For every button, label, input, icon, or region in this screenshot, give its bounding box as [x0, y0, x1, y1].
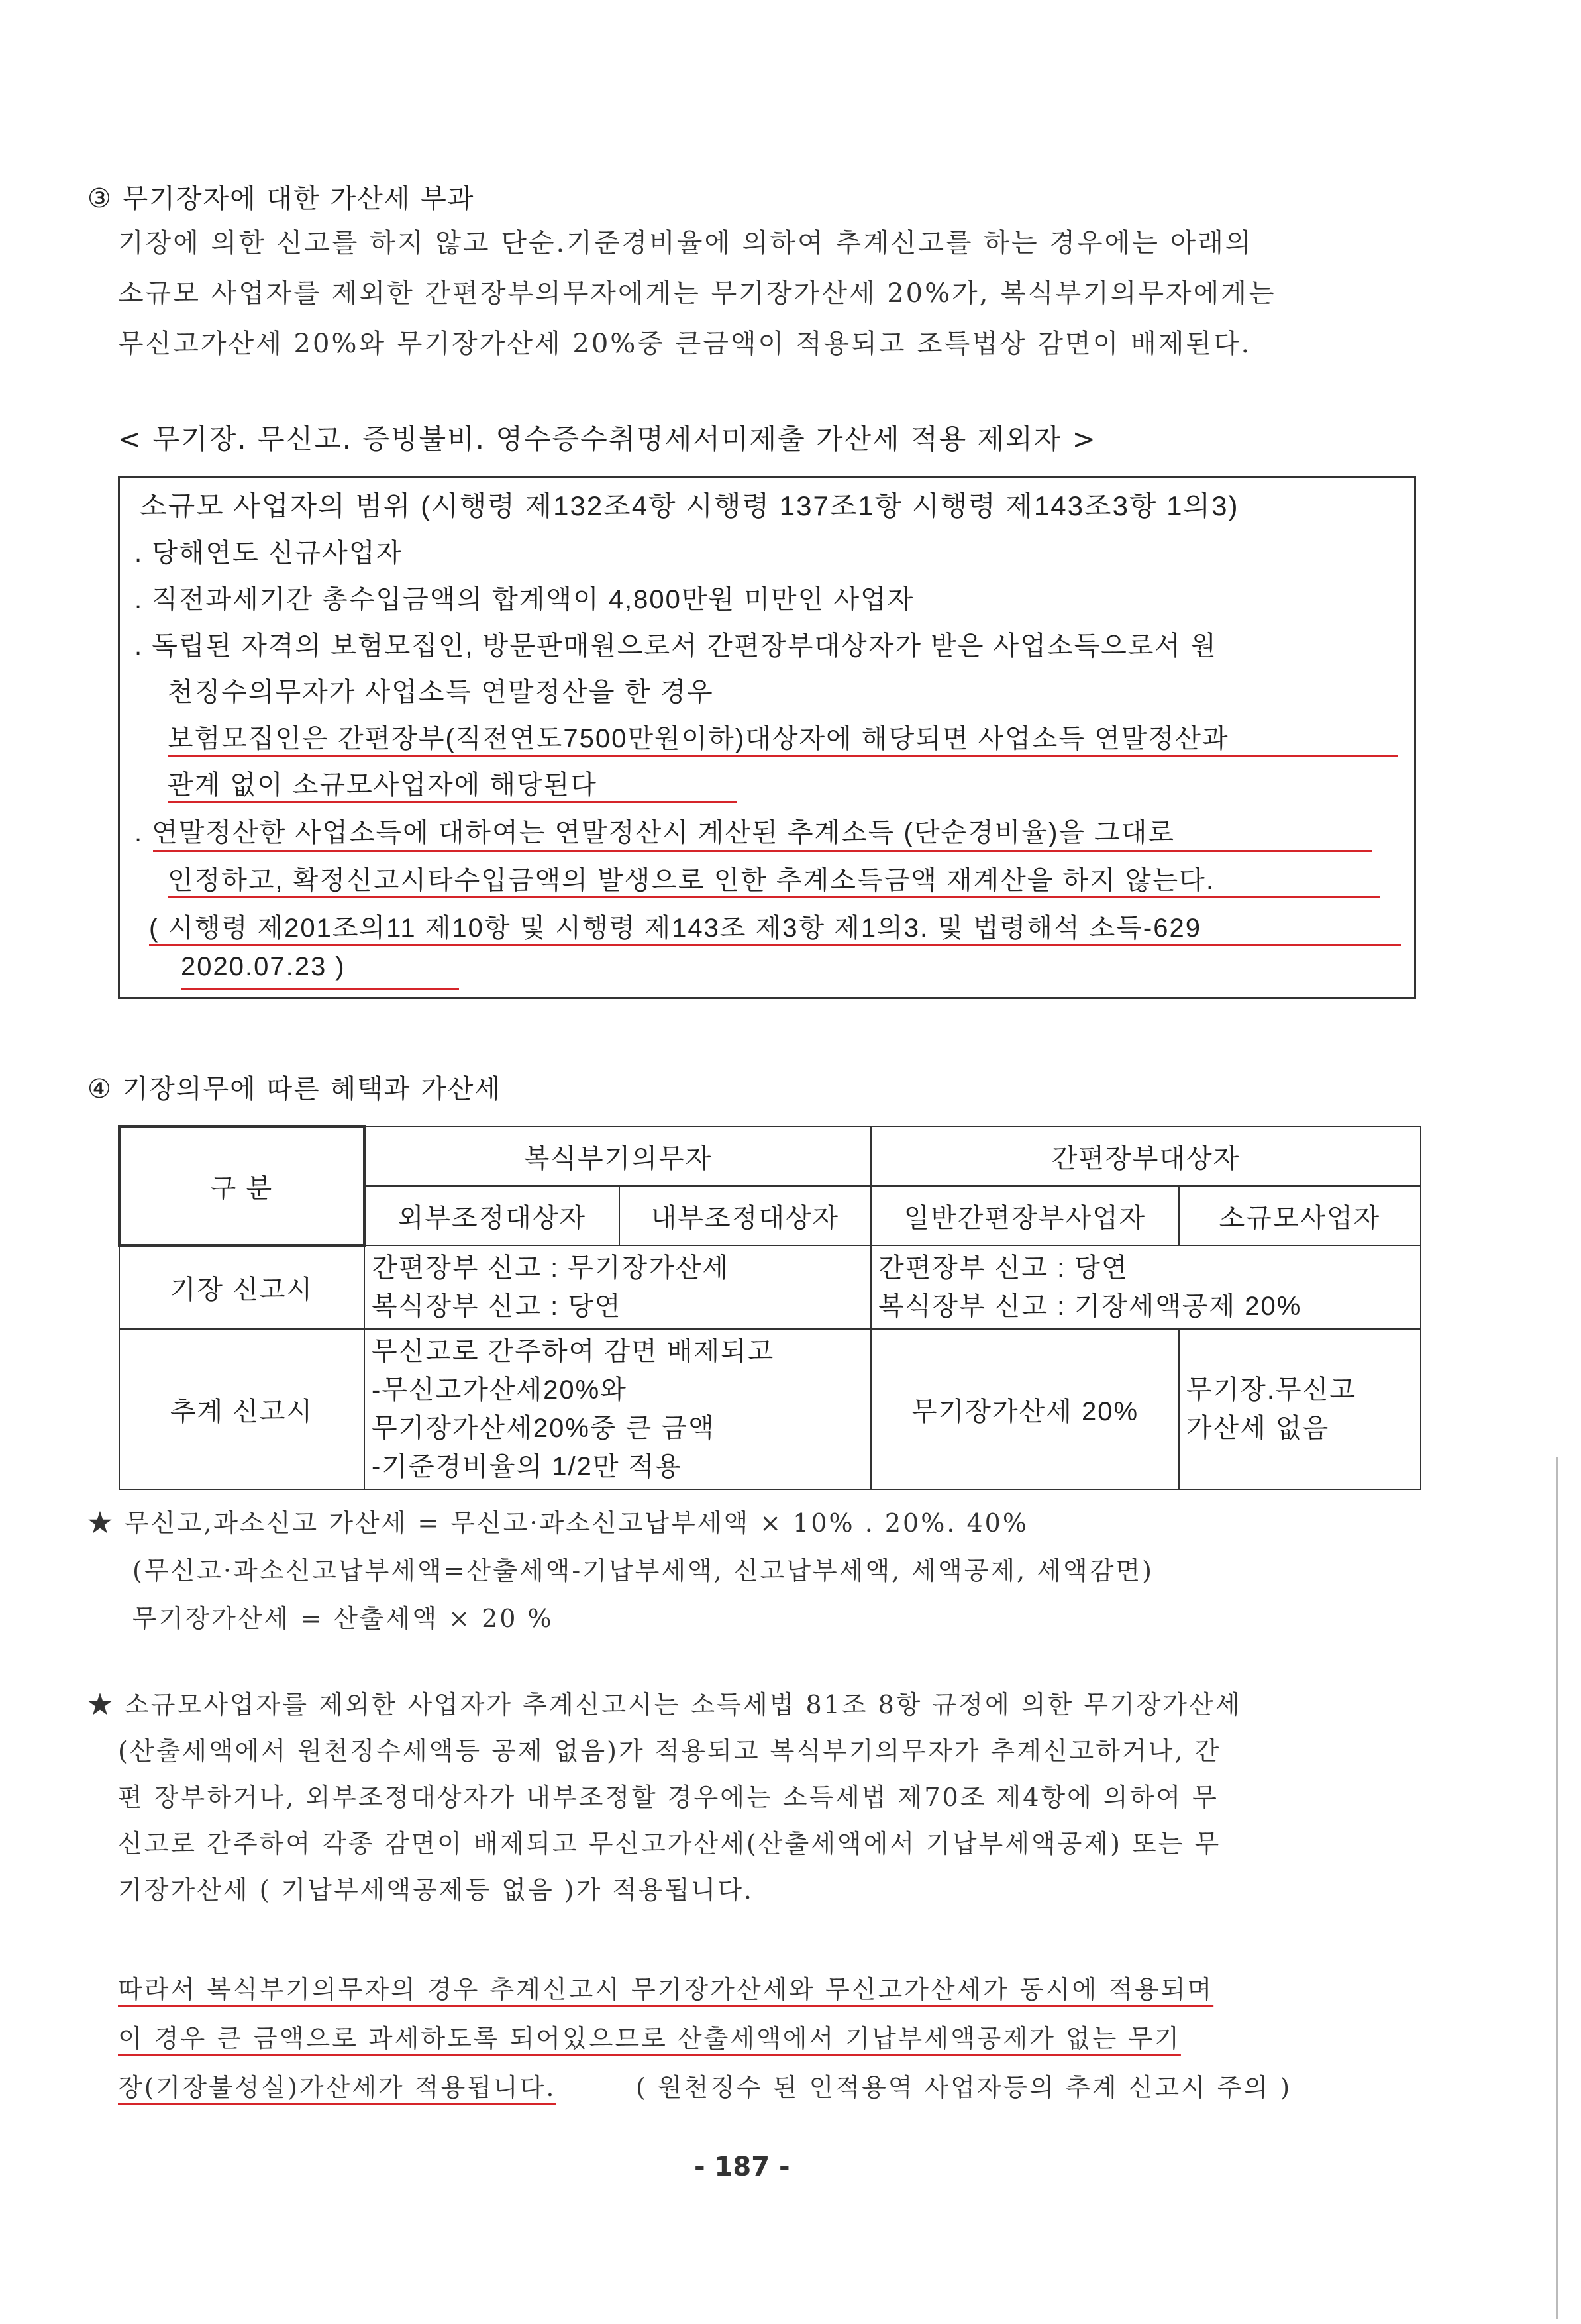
- header-internal-adjust: 내부조정대상자: [619, 1186, 871, 1245]
- exclusion-title: < 무기장. 무신고. 증빙불비. 영수증수취명세서미제출 가산세 적용 제외자 >: [118, 423, 1097, 455]
- red-underline: [181, 988, 459, 990]
- header-simple-book: 간편장부대상자: [871, 1126, 1421, 1186]
- red-underline: [153, 850, 1372, 852]
- table-text: 간편장부 신고 : 당연: [878, 1253, 1129, 1283]
- box-line-4: 천징수의무자가 사업소득 연말정산을 한 경우: [168, 678, 714, 707]
- table-text: -기준경비율의 1/2만 적용: [372, 1452, 682, 1481]
- box-heading: 소규모 사업자의 범위 (시행령 제132조4항 시행령 137조1항 시행령 제143조3항 1의3): [140, 490, 1239, 521]
- note1-line-3: 무기장가산세 = 산출세액 × 20 %: [132, 1604, 554, 1633]
- header-external-adjust: 외부조정대상자: [364, 1186, 619, 1245]
- row-estimate-general: 무기장가산세 20%: [871, 1329, 1179, 1489]
- page-number: - 187 -: [694, 2152, 790, 2182]
- red-underline: [168, 801, 737, 803]
- red-underline: [149, 944, 1401, 946]
- row-bookkeeping-simple: [871, 1245, 1421, 1329]
- box-line-3: . 독립된 자격의 보험모집인, 방문판매원으로서 간편장부대상자가 받은 사업소득으로서 원: [134, 631, 1217, 660]
- table-text: 간편장부 신고 : 무기장가산세: [372, 1253, 730, 1283]
- table-text: 무기장가산세20%중 큰 금액: [372, 1414, 715, 1443]
- note2-line-1: ★ 소규모사업자를 제외한 사업자가 추계신고시는 소득세법 81조 8항 규정에 의한 무기장가산세: [87, 1690, 1242, 1719]
- header-small-business: 소규모사업자: [1179, 1186, 1421, 1245]
- exclusion-box: [118, 476, 1416, 999]
- box-line-2: . 직전과세기간 총수입금액의 합계액이 4,800만원 미만인 사업자: [134, 585, 915, 614]
- box-line-6: 관계 없이 소규모사업자에 해당된다: [168, 770, 597, 800]
- note2-line-3: 편 장부하거나, 외부조정대상자가 내부조정할 경우에는 소득세법 제70조 제4항에 의하여 무: [118, 1783, 1219, 1812]
- header-double-entry: 복식부기의무자: [364, 1126, 871, 1186]
- table-text: 무신고로 간주하여 감면 배제되고: [372, 1337, 775, 1366]
- table-text: 무기장.무신고: [1186, 1375, 1356, 1404]
- row-estimate-double: [364, 1329, 871, 1489]
- conclusion-line-1: 따라서 복식부기의무자의 경우 추계신고시 무기장가산세와 무신고가산세가 동시에 적용되며: [118, 1975, 1214, 2004]
- conclusion-line-3: 장(기장불성실)가산세가 적용됩니다.: [118, 2073, 556, 2102]
- box-line-1: . 당해연도 신규사업자: [134, 539, 403, 568]
- row-bookkeeping-label: 기장 신고시: [119, 1245, 364, 1329]
- box-line-7: . 연말정산한 사업소득에 대하여는 연말정산시 계산된 추계소득 (단순경비율)을 그대로: [134, 818, 1176, 847]
- note1-line-2: (무신고·과소신고납부세액=산출세액-기납부세액, 신고납부세액, 세액공제, 세액감면): [132, 1556, 1154, 1585]
- note2-line-2: (산출세액에서 원천징수세액등 공제 없음)가 적용되고 복식부기의무자가 추계신고하거나, 간: [118, 1736, 1221, 1766]
- conclusion-line-2: 이 경우 큰 금액으로 과세하도록 되어있으므로 산출세액에서 기납부세액공제가 없는 무기: [118, 2024, 1181, 2053]
- table-text: 가산세 없음: [1186, 1414, 1330, 1443]
- box-line-5: 보험모집인은 간편장부(직전연도7500만원이하)대상자에 해당되면 사업소득 연말정산과: [168, 724, 1229, 753]
- table-text: 복식장부 신고 : 기장세액공제 20%: [878, 1292, 1302, 1321]
- table-corner-header: 구 분: [119, 1126, 364, 1245]
- section3-line-2: 소규모 사업자를 제외한 간편장부의무자에게는 무기장가산세 20%가, 복식부기의무자에게는: [118, 278, 1276, 309]
- red-underline: [168, 755, 1398, 757]
- red-underline: [168, 896, 1380, 898]
- box-line-8: 인정하고, 확정신고시타수입금액의 발생으로 인한 추계소득금액 재계산을 하지 않는다.: [168, 866, 1215, 895]
- note1-line-1: ★ 무신고,과소신고 가산세 = 무신고·과소신고납부세액 × 10% . 20%. 40%: [87, 1508, 1029, 1538]
- section4-heading: ④ 기장의무에 따른 혜택과 가산세: [87, 1074, 502, 1104]
- box-line-10: 2020.07.23 ): [181, 952, 346, 981]
- scan-edge-line: [1556, 1457, 1558, 2319]
- box-line-9: ( 시행령 제201조의11 제10항 및 시행령 제143조 제3항 제1의3. 및 법령해석 소득-629: [149, 914, 1201, 943]
- table-text: -무신고가산세20%와: [372, 1375, 627, 1404]
- benefit-penalty-table: [118, 1125, 1421, 1490]
- section3-line-3: 무신고가산세 20%와 무기장가산세 20%중 큰금액이 적용되고 조특법상 감면이 배제된다.: [118, 329, 1252, 359]
- note2-line-5: 기장가산세 ( 기납부세액공제등 없음 )가 적용됩니다.: [118, 1875, 754, 1905]
- section3-heading: ③ 무기장자에 대한 가산세 부과: [87, 184, 475, 214]
- header-general-simple: 일반간편장부사업자: [871, 1186, 1179, 1245]
- row-estimate-small: [1179, 1329, 1421, 1489]
- conclusion-line-4: ( 원천징수 된 인적용역 사업자등의 추계 신고시 주의 ): [636, 2073, 1292, 2102]
- row-bookkeeping-double: [364, 1245, 871, 1329]
- table-text: 복식장부 신고 : 당연: [372, 1292, 622, 1321]
- note2-line-4: 신고로 간주하여 각종 감면이 배제되고 무신고가산세(산출세액에서 기납부세액공제) 또는 무: [118, 1829, 1221, 1858]
- section3-line-1: 기장에 의한 신고를 하지 않고 단순.기준경비율에 의하여 추계신고를 하는 경우에는 아래의: [118, 228, 1253, 258]
- row-estimate-label: 추계 신고시: [119, 1329, 364, 1489]
